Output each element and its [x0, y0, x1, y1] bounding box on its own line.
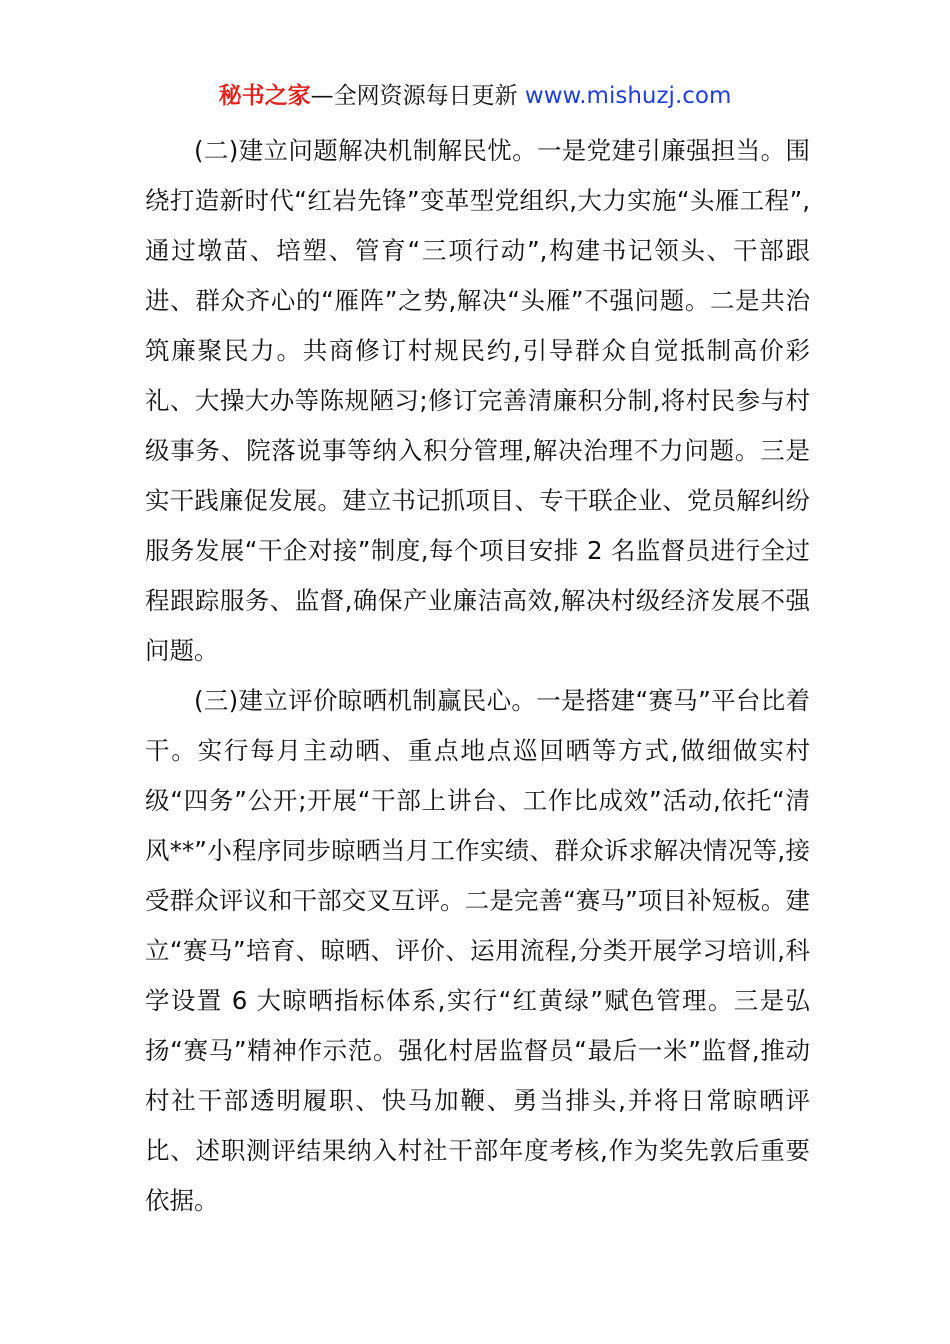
brand-name: 秘书之家 [218, 83, 311, 109]
paragraph-evaluation-display: (三)建立评价晾晒机制赢民心。一是搭建“赛马”平台比着干。实行每月主动晒、重点地点巡回晒等方式,做细做实村级“四务”公开;开展“干部上讲台、工作比成效”活动,依托“清风**”小程序同步晾晒当月工作实绩、群众诉求解决情况等,接受群众评议和干部交叉互评。二是完善“赛马”项目补短板。建立“赛马”培育、晾晒、评价、运用流程,分类开展学习培训,科学设置 6 大晾晒指标体系,实行“红黄绿”赋色管理。三是弘扬“赛马”精神作示范。强化村居监督员“最后一米”监督,推动村社干部透明履职、快马加鞭、勇当排头,并将日常晾晒评比、述职测评结果纳入村社干部年度考核,作为奖先敦后重要依据。 [145, 686, 810, 1215]
paragraph-problem-solving: (二)建立问题解决机制解民忧。一是党建引廉强担当。围绕打造新时代“红岩先锋”变革型党组织,大力实施“头雁工程”,通过墩苗、培塑、管育“三项行动”,构建书记领头、干部跟进、群众齐心的“雁阵”之势,解决“头雁”不强问题。二是共治筑廉聚民力。共商修订村规民约,引导群众自觉抵制高价彩礼、大操大办等陈规陋习;修订完善清廉积分制,将村民参与村级事务、院落说事等纳入积分管理,解决治理不力问题。三是实干践廉促发展。建立书记抓项目、专干联企业、党员解纠纷服务发展“干企对接”制度,每个项目安排 2 名监督员进行全过程跟踪服务、监督,确保产业廉洁高效,解决村级经济发展不强问题。 [145, 136, 810, 665]
site-url-link[interactable]: www.mishuzj.com [524, 83, 732, 109]
document-body [145, 126, 810, 1226]
header-tagline: —全网资源每日更新 [310, 83, 518, 109]
site-header [0, 80, 950, 112]
